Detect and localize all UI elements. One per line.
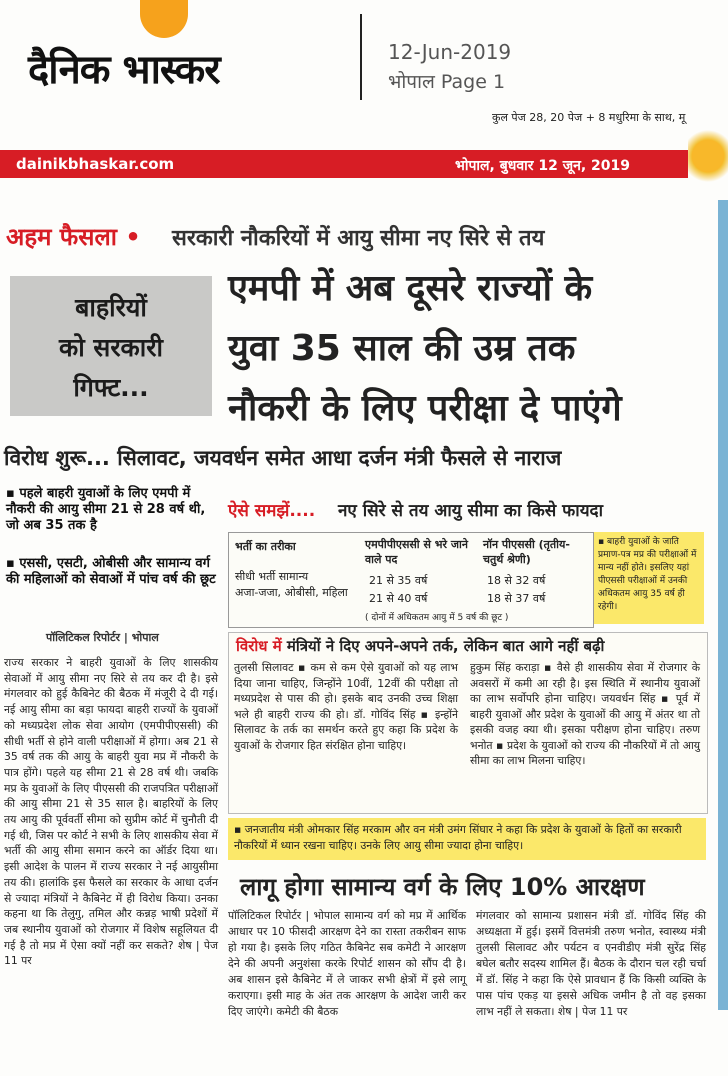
side-note: ▪ बाहरी युवाओं के जाति प्रमाण-पत्र मप्र की परीक्षाओं में मान्य नहीं होते। इसलिए यहां पीएससी परीक्षाओं में उनकी अधिकतम आयु 35 वर्ष ही रहेगी। (594, 532, 704, 624)
subheadline: विरोध शुरू... सिलावट, जयवर्धन समेत आधा दर्जन मंत्री फैसले से नाराज (4, 446, 562, 470)
age-limit-table (228, 532, 594, 628)
sun-icon (688, 122, 728, 190)
table-header: एमपीपीएससी से भरे जाने वाले पद (365, 538, 468, 566)
kicker-label: अहम फैसला • (6, 223, 141, 251)
bullet-point: ▪ पहले बाहरी युवाओं के लिए एमपी में नौकरी की आयु सीमा 21 से 28 वर्ष थी, जो अब 35 तक है (6, 486, 206, 533)
table-cell: 21 से 35 वर्ष (369, 574, 428, 587)
edition-page: भोपाल Page 1 (388, 71, 506, 93)
divider (360, 14, 362, 100)
panel-label: विरोध में (236, 637, 282, 655)
byline: पॉलिटिकल रिपोर्टर | भोपाल (46, 631, 159, 644)
table-note: ( दोनों में अधिकतम आयु में 5 वर्ष की छूट ) (365, 613, 509, 623)
table-header: नॉन पीएससी (तृतीय-चतुर्थ श्रेणी) (483, 538, 570, 566)
kicker-text: सरकारी नौकरियों में आयु सीमा नए सिरे से तय (172, 226, 545, 251)
article-body: राज्य सरकार ने बाहरी युवाओं के लिए शासकीय सेवाओं में आयु सीमा नए सिरे से तय कर दी है। इसे मंगलवार को हुई कैबिनेट की बैठक में मंजूरी दे दी गई। नई आयु सीमा का बड़ा फायदा बाहरी राज्यों के युवाओं को मध्यप्रदेश लोक सेवा आयोग (एमपीपीएससी) की सीधी भर्ती से होने वाली परीक्षाओं में होगा। अब 21 से 35 वर्ष तक की आयु के बाहरी युवा मप्र में नौकरी के पात्र होंगे। पहले यह सीमा 21 से 28 वर्ष थी। जबकि मप्र के युवाओं के लिए पीएससी की राजपत्रित परीक्षाओं की आयु सीमा 21 से 35 साल है। बाहरियों के लिए तय आयु की पूर्ववर्ती सीमा को सुप्रीम कोर्ट में चुनौती दी गई थी, जिस पर कोर्ट ने सभी के लिए शासकीय सेवा में भर्ती की आयु सीमा समान करने का ऑर्डर दिया था। इसी आदेश के पालन में राज्य सरकार ने नई आयुसीमा तय की। हालांकि इस फैसले का सरकार के आधा दर्जन से ज्यादा मंत्रियों ने कैबिनेट में ही विरोध किया। उनका कहना था कि तेलुगु, तमिल और कन्नड़ भाषी प्रदेशों में जब स्थानीय युवाओं को रोजगार में विशेष सहूलियत दी गई है तो मप्र में ऐसा क्यों नहीं कर सकते? शेष | पेज 11 पर (4, 656, 218, 968)
page-count: कुल पेज 28, 20 पेज + 8 मधुरिमा के साथ, मू (492, 111, 686, 124)
website-link[interactable]: dainikbhaskar.com (16, 155, 175, 173)
table-header: भर्ती का तरीका (235, 540, 296, 553)
table-cell: 18 से 37 वर्ष (487, 592, 546, 605)
explainer-title: नए सिरे से तय आयु सीमा का किसे फायदा (338, 501, 603, 521)
edition-date: 12-Jun-2019 (388, 40, 512, 64)
panel-left-column: तुलसी सिलावट ▪ कम से कम ऐसे युवाओं को यह लाभ दिया जाना चाहिए, जिन्होंने 10वीं, 12वीं की परीक्षा तो मध्यप्रदेश से पास की हो। इसके बाद उनकी उच्च शिक्षा भले ही बाहरी राज्य की हो। डॉ. गोविंद सिंह ▪ इन्होंने सिलावट के तर्क का समर्थन करते हुए कहा कि प्रदेश के युवाओं के रोजगार हित संरक्षित होना चाहिए। (234, 661, 458, 752)
newspaper-logo: दैनिक भास्कर (28, 47, 220, 93)
ministers-note: ▪ जनजातीय मंत्री ओमकार सिंह मरकाम और वन मंत्री उमंग सिंघार ने कहा कि प्रदेश के युवाओं के हितों का सरकारी नौकरियों में ध्यान रखना चाहिए। उनके लिए आयु सीमा ज्यादा होना चाहिए। (228, 818, 706, 860)
highlight-line: गिफ्ट... (73, 373, 149, 402)
panel-right-column: हुकुम सिंह कराड़ा ▪ वैसे ही शासकीय सेवा में रोजगार के अवसरों में कमी आ रही है। इस स्थिति में स्थानीय युवाओं का लाभ सर्वोपरि होना चाहिए। जयवर्धन सिंह ▪ पूर्व में बाहरी युवाओं और प्रदेश के युवाओं की आयु में अंतर था तो इसकी वजह क्या थी। इसका परीक्षण होना चाहिए। तरुण भनोत ▪ प्रदेश के युवाओं को राज्य की नौकरियों में तो आयु सीमा का लाभ मिलना चाहिए। (470, 661, 700, 767)
page-edge (718, 200, 728, 1010)
story2-headline: लागू होगा सामान्य वर्ग के लिए 10% आरक्षण (240, 873, 645, 901)
sun-logo-icon (140, 0, 188, 38)
table-cell: सीधी भर्ती सामान्य (235, 570, 309, 583)
explainer-label: ऐसे समझें.... (228, 501, 316, 521)
table-cell: 21 से 40 वर्ष (369, 592, 428, 605)
highlight-line: को सरकारी (59, 333, 163, 362)
table-cell: अजा-जजा, ओबीसी, महिला (235, 586, 348, 599)
table-cell: 18 से 32 वर्ष (487, 574, 546, 587)
highlight-box (10, 276, 212, 416)
highlight-line: बाहरियों (75, 293, 147, 322)
story2-column: पॉलिटिकल रिपोर्टर | भोपाल सामान्य वर्ग को मप्र में आर्थिक आधार पर 10 फीसदी आरक्षण देने का रास्ता तकरीबन साफ हो गया है। इसके लिए गठित कैबिनेट सब कमेटी ने आरक्षण देने की अपनी अनुशंसा करके रिपोर्ट शासन को सौंप दी है। अब शासन इसे कैबिनेट में ले जाकर सभी क्षेत्रों में इसे लागू कराएगा। इसी माह के अंत तक आरक्षण के आदेश जारी कर दिए जाएंगे। कमेटी की बैठक (228, 909, 466, 1018)
headline-line: युवा 35 साल की उम्र तक (228, 328, 576, 369)
panel-title (236, 636, 604, 656)
panel-heading: मंत्रियों ने दिए अपने-अपने तर्क, लेकिन बात आगे नहीं बढ़ी (286, 637, 605, 655)
story2-column: मंगलवार को सामान्य प्रशासन मंत्री डॉ. गोविंद सिंह की अध्यक्षता में हुई। इसमें वित्तमंत्री तरुण भनोत, स्वास्थ्य मंत्री तुलसी सिलावट और पर्यटन व एनवीडीए मंत्री सुरेंद्र सिंह बघेल बतौर सदस्य शामिल हैं। बैठक के दौरान चल रही चर्चा में डॉ. सिंह ने कहा कि ऐसे प्रावधान हैं कि किसी व्यक्ति के पास पांच एकड़ या इससे अधिक जमीन है तो वह इसका लाभ नहीं ले सकता। शेष | पेज 11 पर (476, 909, 706, 1018)
headline-line: नौकरी के लिए परीक्षा दे पाएंगे (228, 388, 622, 429)
issue-date: भोपाल, बुधवार 12 जून, 2019 (455, 158, 631, 174)
bullet-point: ▪ एससी, एसटी, ओबीसी और सामान्य वर्ग की महिलाओं को सेवाओं में पांच वर्ष की छूट (6, 556, 216, 587)
headline-line: एमपी में अब दूसरे राज्यों के (228, 268, 593, 309)
